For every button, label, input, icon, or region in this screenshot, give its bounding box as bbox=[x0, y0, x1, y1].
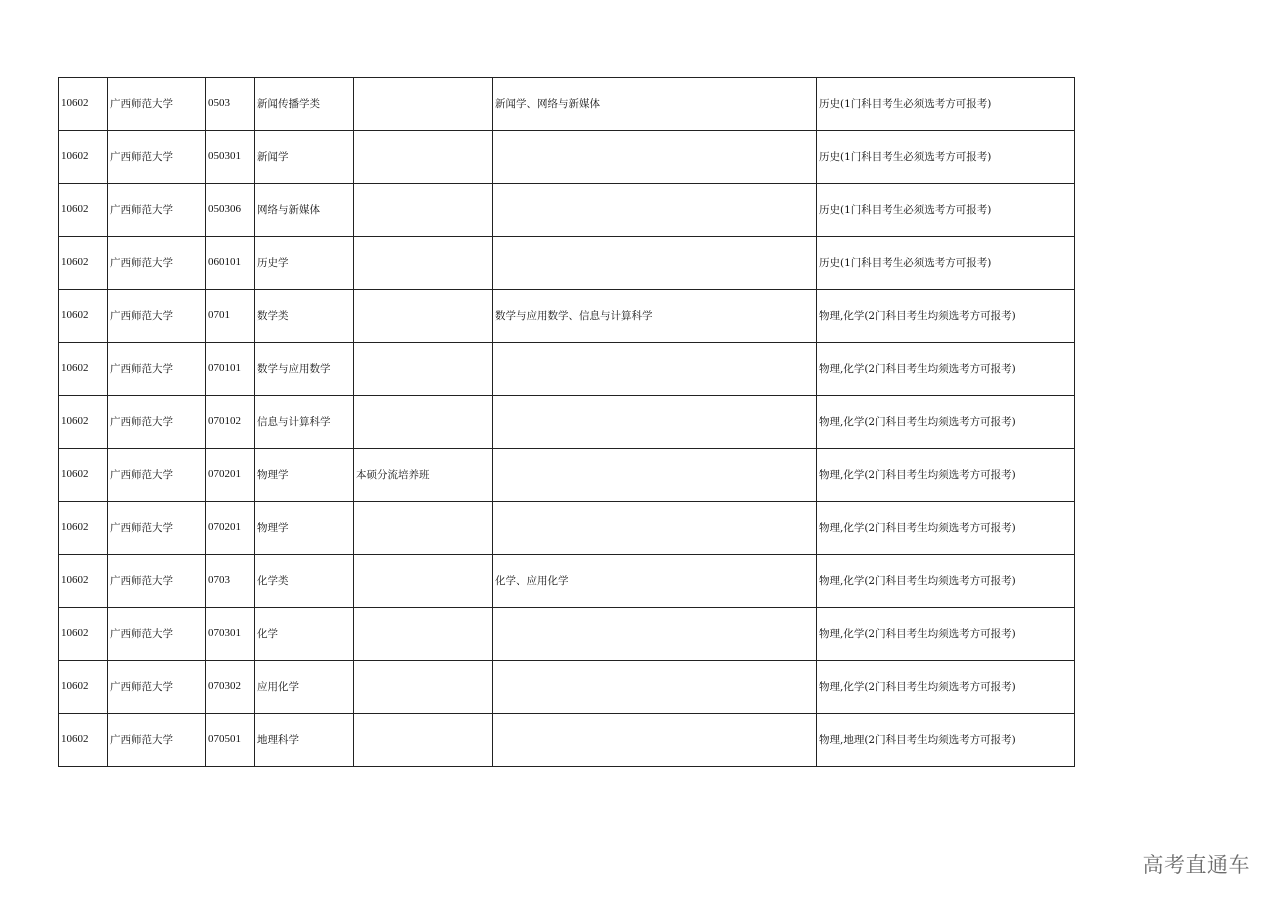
school-name-cell: 广西师范大学 bbox=[108, 555, 206, 608]
school-code-cell: 10602 bbox=[59, 184, 108, 237]
included-majors-cell bbox=[493, 502, 817, 555]
table-row bbox=[59, 78, 1075, 131]
school-name-cell: 广西师范大学 bbox=[108, 237, 206, 290]
major-name-cell: 数学与应用数学 bbox=[255, 343, 354, 396]
major-code-cell: 070101 bbox=[206, 343, 255, 396]
major-code-cell: 070301 bbox=[206, 608, 255, 661]
school-name-cell: 广西师范大学 bbox=[108, 343, 206, 396]
table-row bbox=[59, 555, 1075, 608]
table-row bbox=[59, 608, 1075, 661]
school-code-cell: 10602 bbox=[59, 449, 108, 502]
subject-requirement-cell: 历史(1门科目考生必须选考方可报考) bbox=[817, 237, 1075, 290]
school-code-cell: 10602 bbox=[59, 78, 108, 131]
watermark: 高考直通车 bbox=[1142, 853, 1250, 877]
school-name-cell: 广西师范大学 bbox=[108, 131, 206, 184]
school-name-cell: 广西师范大学 bbox=[108, 608, 206, 661]
major-name-cell: 应用化学 bbox=[255, 661, 354, 714]
major-name-cell: 新闻学 bbox=[255, 131, 354, 184]
subject-requirement-cell: 物理,化学(2门科目考生均须选考方可报考) bbox=[817, 396, 1075, 449]
included-majors-cell bbox=[493, 131, 817, 184]
note-cell bbox=[354, 78, 493, 131]
major-name-cell: 历史学 bbox=[255, 237, 354, 290]
subject-requirement-cell: 物理,地理(2门科目考生均须选考方可报考) bbox=[817, 714, 1075, 767]
included-majors-cell: 化学、应用化学 bbox=[493, 555, 817, 608]
subject-requirement-cell: 物理,化学(2门科目考生均须选考方可报考) bbox=[817, 555, 1075, 608]
subject-requirement-cell: 物理,化学(2门科目考生均须选考方可报考) bbox=[817, 343, 1075, 396]
note-cell bbox=[354, 714, 493, 767]
school-code-cell: 10602 bbox=[59, 290, 108, 343]
major-code-cell: 060101 bbox=[206, 237, 255, 290]
included-majors-cell bbox=[493, 714, 817, 767]
note-cell bbox=[354, 608, 493, 661]
major-code-cell: 0701 bbox=[206, 290, 255, 343]
note-cell bbox=[354, 131, 493, 184]
major-requirements-table bbox=[58, 77, 1075, 767]
subject-requirement-cell: 物理,化学(2门科目考生均须选考方可报考) bbox=[817, 661, 1075, 714]
major-name-cell: 信息与计算科学 bbox=[255, 396, 354, 449]
table-row bbox=[59, 290, 1075, 343]
note-cell bbox=[354, 290, 493, 343]
table-body bbox=[59, 78, 1075, 767]
school-code-cell: 10602 bbox=[59, 555, 108, 608]
included-majors-cell: 新闻学、网络与新媒体 bbox=[493, 78, 817, 131]
major-name-cell: 物理学 bbox=[255, 502, 354, 555]
subject-requirement-cell: 物理,化学(2门科目考生均须选考方可报考) bbox=[817, 449, 1075, 502]
school-name-cell: 广西师范大学 bbox=[108, 184, 206, 237]
school-code-cell: 10602 bbox=[59, 661, 108, 714]
subject-requirement-cell: 物理,化学(2门科目考生均须选考方可报考) bbox=[817, 502, 1075, 555]
major-code-cell: 070201 bbox=[206, 502, 255, 555]
school-name-cell: 广西师范大学 bbox=[108, 661, 206, 714]
major-name-cell: 网络与新媒体 bbox=[255, 184, 354, 237]
included-majors-cell bbox=[493, 661, 817, 714]
major-name-cell: 新闻传播学类 bbox=[255, 78, 354, 131]
table-row bbox=[59, 449, 1075, 502]
school-code-cell: 10602 bbox=[59, 131, 108, 184]
note-cell bbox=[354, 555, 493, 608]
subject-requirement-cell: 物理,化学(2门科目考生均须选考方可报考) bbox=[817, 608, 1075, 661]
school-code-cell: 10602 bbox=[59, 343, 108, 396]
school-name-cell: 广西师范大学 bbox=[108, 502, 206, 555]
note-cell bbox=[354, 396, 493, 449]
table-row bbox=[59, 714, 1075, 767]
major-code-cell: 0703 bbox=[206, 555, 255, 608]
major-name-cell: 地理科学 bbox=[255, 714, 354, 767]
subject-requirement-cell: 物理,化学(2门科目考生均须选考方可报考) bbox=[817, 290, 1075, 343]
table-row bbox=[59, 502, 1075, 555]
included-majors-cell bbox=[493, 396, 817, 449]
school-code-cell: 10602 bbox=[59, 608, 108, 661]
table-row bbox=[59, 661, 1075, 714]
included-majors-cell bbox=[493, 608, 817, 661]
table-row bbox=[59, 131, 1075, 184]
note-cell bbox=[354, 184, 493, 237]
table-row bbox=[59, 237, 1075, 290]
school-code-cell: 10602 bbox=[59, 714, 108, 767]
school-code-cell: 10602 bbox=[59, 237, 108, 290]
major-code-cell: 070501 bbox=[206, 714, 255, 767]
major-name-cell: 化学 bbox=[255, 608, 354, 661]
major-code-cell: 0503 bbox=[206, 78, 255, 131]
table-row bbox=[59, 343, 1075, 396]
major-code-cell: 070201 bbox=[206, 449, 255, 502]
major-code-cell: 050301 bbox=[206, 131, 255, 184]
note-cell bbox=[354, 661, 493, 714]
included-majors-cell bbox=[493, 449, 817, 502]
table-row bbox=[59, 396, 1075, 449]
school-code-cell: 10602 bbox=[59, 396, 108, 449]
school-name-cell: 广西师范大学 bbox=[108, 449, 206, 502]
note-cell bbox=[354, 343, 493, 396]
subject-requirement-cell: 历史(1门科目考生必须选考方可报考) bbox=[817, 184, 1075, 237]
included-majors-cell: 数学与应用数学、信息与计算科学 bbox=[493, 290, 817, 343]
major-code-cell: 050306 bbox=[206, 184, 255, 237]
subject-requirement-cell: 历史(1门科目考生必须选考方可报考) bbox=[817, 131, 1075, 184]
note-cell bbox=[354, 502, 493, 555]
included-majors-cell bbox=[493, 343, 817, 396]
school-name-cell: 广西师范大学 bbox=[108, 290, 206, 343]
note-cell: 本硕分流培养班 bbox=[354, 449, 493, 502]
note-cell bbox=[354, 237, 493, 290]
major-code-cell: 070302 bbox=[206, 661, 255, 714]
included-majors-cell bbox=[493, 237, 817, 290]
subject-requirement-cell: 历史(1门科目考生必须选考方可报考) bbox=[817, 78, 1075, 131]
school-name-cell: 广西师范大学 bbox=[108, 396, 206, 449]
included-majors-cell bbox=[493, 184, 817, 237]
school-code-cell: 10602 bbox=[59, 502, 108, 555]
major-name-cell: 物理学 bbox=[255, 449, 354, 502]
school-name-cell: 广西师范大学 bbox=[108, 714, 206, 767]
major-name-cell: 数学类 bbox=[255, 290, 354, 343]
school-name-cell: 广西师范大学 bbox=[108, 78, 206, 131]
major-name-cell: 化学类 bbox=[255, 555, 354, 608]
major-code-cell: 070102 bbox=[206, 396, 255, 449]
table-row bbox=[59, 184, 1075, 237]
